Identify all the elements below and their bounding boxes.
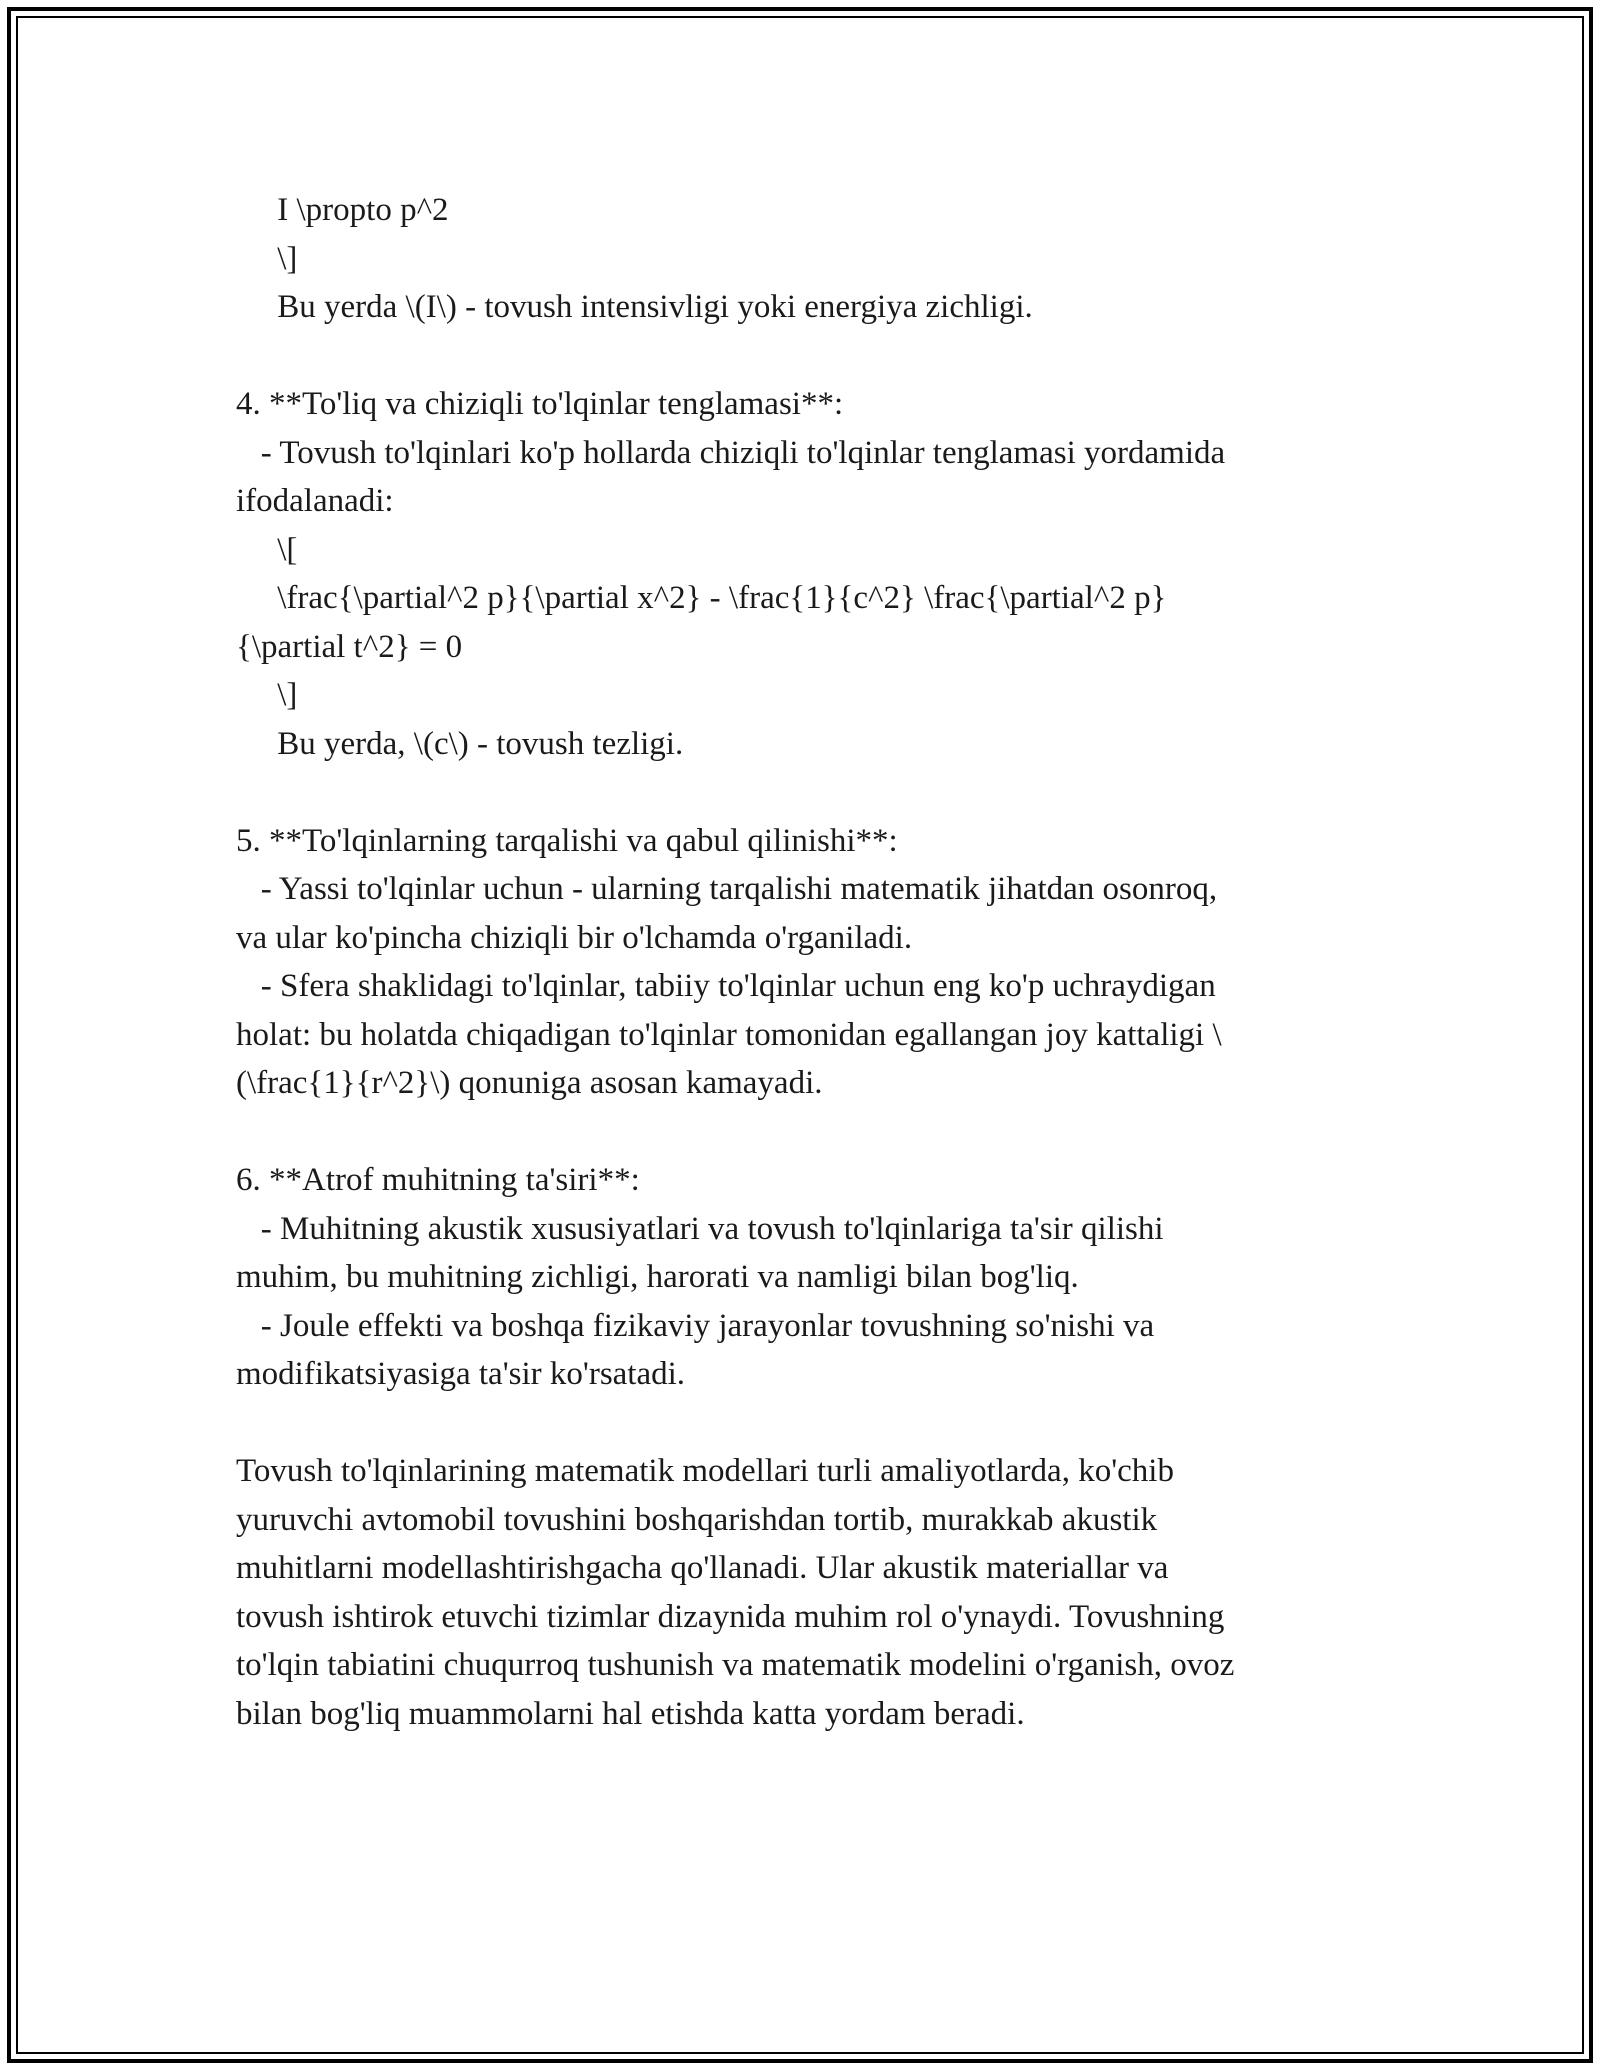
text-line: - Joule effekti va boshqa fizikaviy jarayonlar tovushning so'nishi va xyxy=(236,1307,1155,1344)
text-line: I \propto p^2 xyxy=(236,192,449,228)
text-line: muhim, bu muhitning zichligi, harorati va namligi bilan bog'liq. xyxy=(236,1259,1079,1295)
document-body xyxy=(236,186,1356,1738)
blank-line xyxy=(236,332,1356,381)
text-line: - Muhitning akustik xususiyatlari va tovush to'lqinlariga ta'sir qilishi xyxy=(236,1210,1164,1247)
equation-line: \frac{\partial^2 p}{\partial x^2} - \frac{1}{c^2} \frac{\partial^2 p} xyxy=(236,580,1167,616)
text-line: Bu yerda \(I\) - tovush intensivligi yoki energiya zichligi. xyxy=(236,289,1033,325)
text-line: \] xyxy=(236,677,298,713)
text-line: holat: bu holatda chiqadigan to'lqinlar tomonidan egallangan joy kattaligi \ xyxy=(236,1016,1222,1053)
paragraph-line: yuruvchi avtomobil tovushini boshqarishdan tortib, murakkab akustik xyxy=(236,1501,1158,1538)
section-heading: 4. **To'liq va chiziqli to'lqinlar tenglamasi**: xyxy=(236,386,844,422)
text-line: ifodalanadi: xyxy=(236,483,394,519)
paragraph-line: to'lqin tabiatini chuqurroq tushunish va matematik modelini o'rganish, ovoz xyxy=(236,1647,1235,1683)
blank-line xyxy=(236,768,1356,817)
section-heading: 5. **To'lqinlarning tarqalishi va qabul qilinishi**: xyxy=(236,822,898,859)
text-line: Bu yerda, \(c\) - tovush tezligi. xyxy=(236,725,684,762)
text-line: \] xyxy=(236,240,298,277)
blank-line xyxy=(236,1399,1356,1448)
section-heading: 6. **Atrof muhitning ta'siri**: xyxy=(236,1162,640,1198)
text-line: modifikatsiyasiga ta'sir ko'rsatadi. xyxy=(236,1356,686,1392)
text-line: va ular ko'pincha chiziqli bir o'lchamda o'rganiladi. xyxy=(236,919,913,956)
text-line: - Tovush to'lqinlari ko'p hollarda chiziqli to'lqinlar tenglamasi yordamida xyxy=(236,434,1226,471)
equation-line: {\partial t^2} = 0 xyxy=(236,628,463,665)
text-line: - Sfera shaklidagi to'lqinlar, tabiiy to'lqinlar uchun eng ko'p uchraydigan xyxy=(236,968,1216,1004)
blank-line xyxy=(236,1108,1356,1157)
paragraph-line: tovush ishtirok etuvchi tizimlar dizaynida muhim rol o'ynaydi. Tovushning xyxy=(236,1598,1225,1635)
text-line: \[ xyxy=(236,531,298,568)
paragraph-line: muhitlarni modellashtirishgacha qo'llanadi. Ular akustik materiallar va xyxy=(236,1550,1169,1586)
text-line: - Yassi to'lqinlar uchun - ularning tarqalishi matematik jihatdan osonroq, xyxy=(236,871,1218,907)
text-line: (\frac{1}{r^2}\) qonuniga asosan kamayadi. xyxy=(236,1065,823,1101)
paragraph-line: Tovush to'lqinlarining matematik modellari turli amaliyotlarda, ko'chib xyxy=(236,1453,1174,1489)
paragraph-line: bilan bog'liq muammolarni hal etishda katta yordam beradi. xyxy=(236,1695,1025,1732)
